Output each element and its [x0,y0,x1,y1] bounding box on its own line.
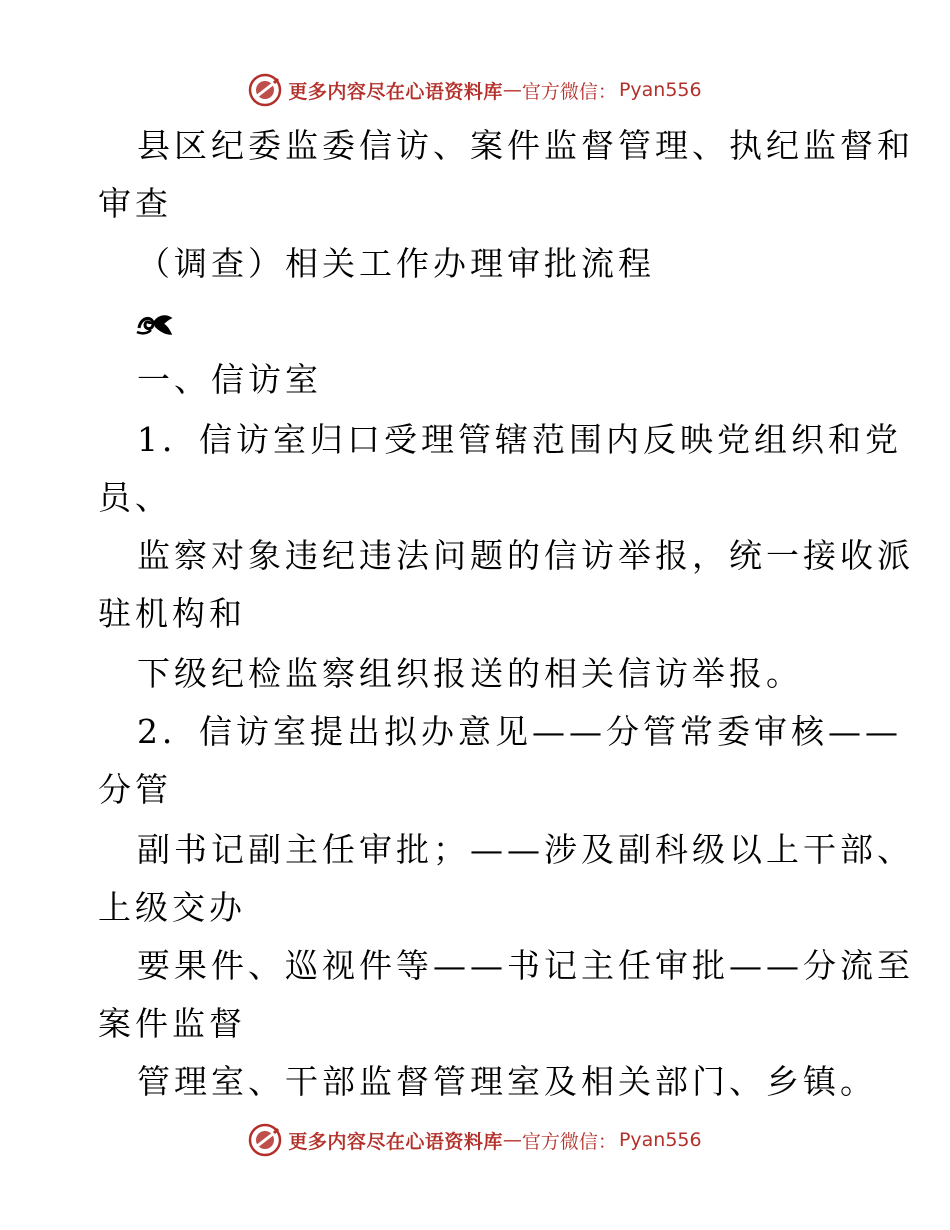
watermark-text: 更多内容尽在心语资料库 [288,1130,503,1153]
watermark-text: 更多内容尽在心语资料库 [288,80,503,103]
red-disc-logo-icon [248,1123,282,1157]
paragraph-2-line-1: 2．信访室提出拟办意见——分管常委审核—— [137,712,902,751]
paragraph-1-line-2-wrap: 驻机构和 [98,594,246,633]
watermark-wechat-id: Pyan556 [618,1129,702,1151]
watermark-wechat-id: Pyan556 [618,79,702,101]
ornament-swirl-icon [135,306,175,342]
watermark-wechat-label: 官方微信： [521,80,617,103]
paragraph-1-line-1: 1．信访室归口受理管辖范围内反映党组织和党 [137,420,902,459]
paragraph-2-line-3-wrap: 案件监督 [98,1004,246,1043]
section-heading: 一、信访室 [137,360,322,399]
title-line-1: 县区纪委监委信访、案件监督管理、执纪监督和 [137,126,914,165]
watermark-separator: — [502,79,522,101]
watermark-separator: — [502,1129,522,1151]
title-line-2: （调查）相关工作办理审批流程 [137,244,655,283]
paragraph-1-line-3: 下级纪检监察组织报送的相关信访举报。 [137,654,803,693]
paragraph-2-line-4: 管理室、干部监督管理室及相关部门、乡镇。 [137,1062,877,1101]
paragraph-2-line-2-wrap: 上级交办 [98,888,246,927]
title-line-1-wrap: 审查 [98,184,172,223]
paragraph-1-line-1-wrap: 员、 [98,478,172,517]
red-disc-logo-icon [248,73,282,107]
paragraph-2-line-1-wrap: 分管 [98,770,172,809]
paragraph-2-line-3: 要果件、巡视件等——书记主任审批——分流至 [137,946,914,985]
footer-watermark [0,1120,950,1160]
watermark-wechat-label: 官方微信： [521,1130,617,1153]
paragraph-2-line-2: 副书记副主任审批；——涉及副科级以上干部、 [137,830,914,869]
paragraph-1-line-2: 监察对象违纪违法问题的信访举报，统一接收派 [137,536,914,575]
header-watermark [0,70,950,110]
